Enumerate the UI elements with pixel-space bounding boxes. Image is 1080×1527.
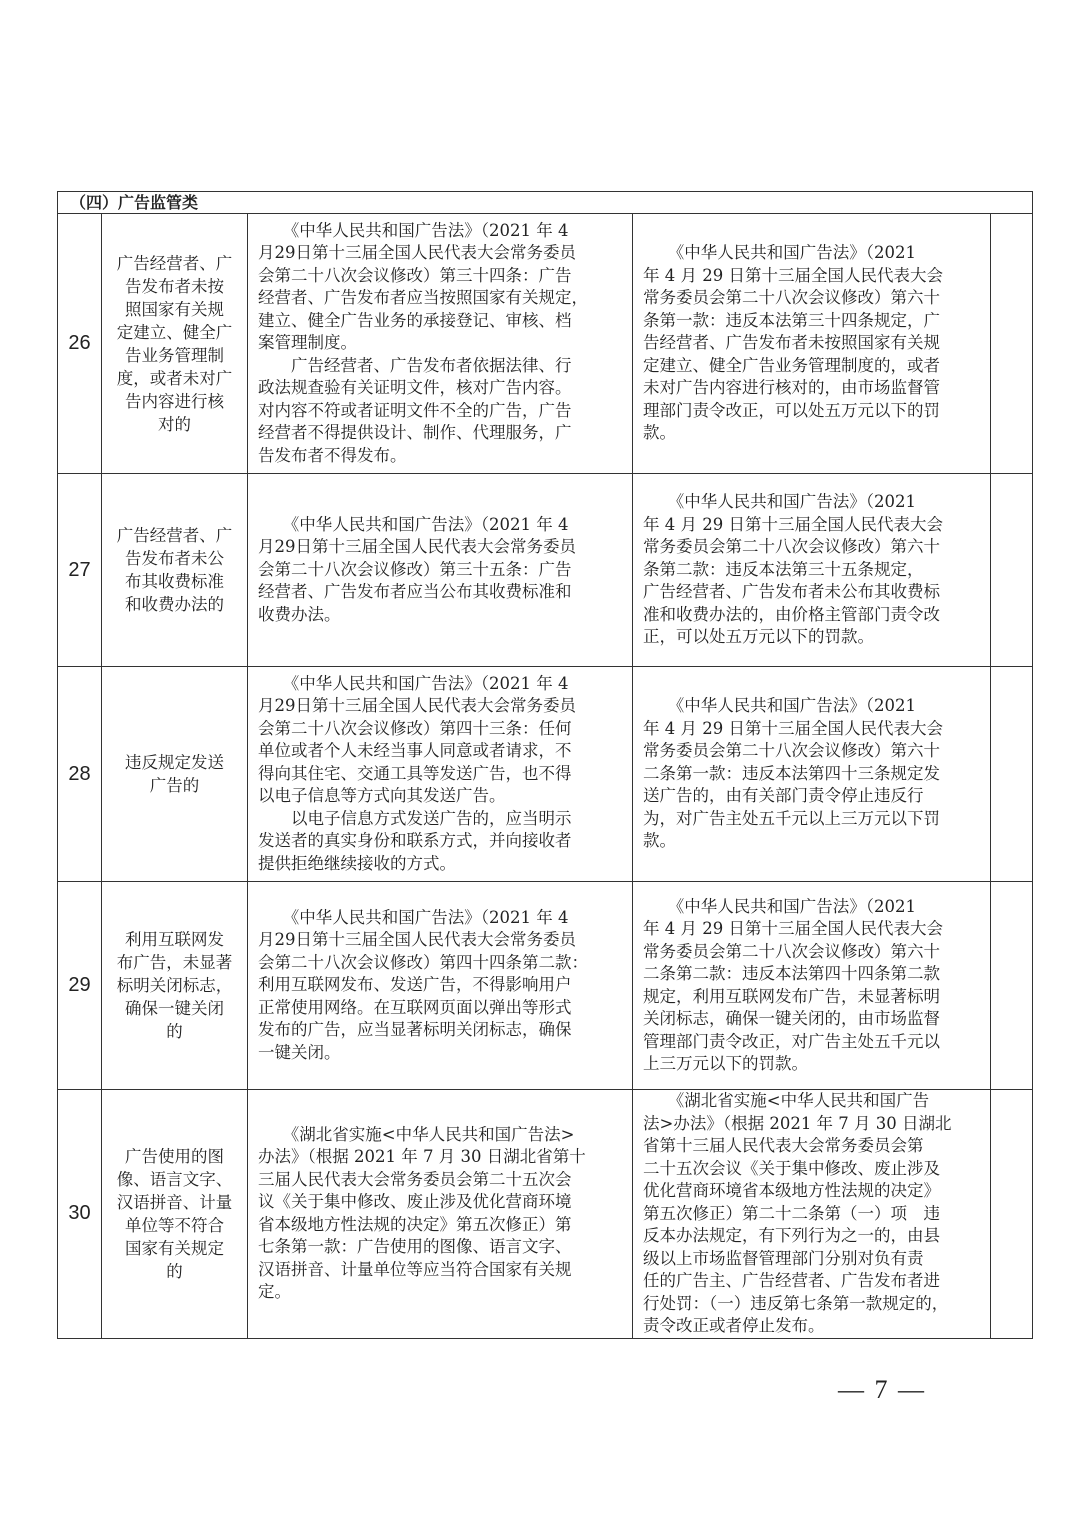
empty-cell [991, 214, 1033, 474]
row-number: 30 [58, 1090, 102, 1339]
table-row [58, 667, 1033, 882]
violation-description: 广告经营者、广 告发布者未按 照国家有关规 定建立、健全广 告业务管理制 度，或者未对广 告内容进行核 对的 [102, 214, 248, 474]
empty-cell [991, 1090, 1033, 1339]
violation-description: 利用互联网发 布广告，未显著 标明关闭标志， 确保一键关闭 的 [102, 882, 248, 1090]
table-row [58, 474, 1033, 667]
violation-description: 违反规定发送 广告的 [102, 667, 248, 882]
legal-basis: 《中华人民共和国广告法》（2021 年 4 月29日第十三届全国人民代表大会常务委员 会第二十八次会议修改）第四十四条第二款： 利用互联网发布、发送广告，不得影响用户 正常使用网络。在互联网页面以弹出等形式 发布的广告，应当显著标明关闭标志，确保 一键关闭。 [248, 882, 633, 1090]
penalty-basis: 《湖北省实施<中华人民共和国广告 法>办法》（根据 2021 年 7 月 30 日湖北 省第十三届人民代表大会常务委员会第 二十五次会议《关于集中修改、废止涉及 优化营商环境省本级地方性法规的决定》 第五次修正）第二十二条第（一）项 违 反本办法规定，有下列行为之一的，由县 级以上市场监督管理部门分别对负有责 任的广告主、广告经营者、广告发布者进 行处罚：（一）违反第七条第一款规定的， 责令改正或者停止发布。 [633, 1090, 991, 1339]
penalty-basis: 《中华人民共和国广告法》（2021 年 4 月 29 日第十三届全国人民代表大会 常务委员会第二十八次会议修改）第六十 二条第一款：违反本法第四十三条规定发 送广告的，由有关部门责令停止违反行 为，对广告主处五千元以上三万元以下罚 款。 [633, 667, 991, 882]
row-number: 26 [58, 214, 102, 474]
table-row [58, 214, 1033, 474]
table-row [58, 882, 1033, 1090]
legal-basis: 《湖北省实施<中华人民共和国广告法> 办法》（根据 2021 年 7 月 30 日湖北省第十 三届人民代表大会常务委员会第二十五次会 议《关于集中修改、废止涉及优化营商环境 省本级地方性法规的决定》第五次修正）第 七条第一款：广告使用的图像、语言文字、 汉语拼音、计量单位等应当符合国家有关规 定。 [248, 1090, 633, 1339]
legal-basis: 《中华人民共和国广告法》（2021 年 4 月29日第十三届全国人民代表大会常务委员 会第二十八次会议修改）第三十五条：广告 经营者、广告发布者应当公布其收费标准和 收费办法。 [248, 474, 633, 667]
legal-basis: 《中华人民共和国广告法》（2021 年 4 月29日第十三届全国人民代表大会常务委员 会第二十八次会议修改）第四十三条：任何 单位或者个人未经当事人同意或者请求，不 得向其住宅、交通工具等发送广告，也不得 以电子信息等方式向其发送广告。 以电子信息方式发送广告的，应当明示 发送者的真实身份和联系方式，并向接收者 提供拒绝继续接收的方式。 [248, 667, 633, 882]
violation-description: 广告使用的图 像、语言文字、 汉语拼音、计量 单位等不符合 国家有关规定 的 [102, 1090, 248, 1339]
row-number: 27 [58, 474, 102, 667]
row-number: 28 [58, 667, 102, 882]
empty-cell [991, 667, 1033, 882]
table-row [58, 1090, 1033, 1339]
penalty-basis: 《中华人民共和国广告法》（2021 年 4 月 29 日第十三届全国人民代表大会 常务委员会第二十八次会议修改）第六十 二条第二款：违反本法第四十四条第二款 规定，利用互联网发布广告，未显著标明 关闭标志，确保一键关闭的，由市场监督 管理部门责令改正，对广告主处五千元以 上三万元以下的罚款。 [633, 882, 991, 1090]
empty-cell [991, 882, 1033, 1090]
penalty-basis: 《中华人民共和国广告法》（2021 年 4 月 29 日第十三届全国人民代表大会 常务委员会第二十八次会议修改）第六十 条第二款：违反本法第三十五条规定， 广告经营者、广告发布者未公布其收费标 准和收费办法的，由价格主管部门责令改 正，可以处五万元以下的罚款。 [633, 474, 991, 667]
section-header-row [58, 192, 1033, 214]
empty-cell [991, 474, 1033, 667]
penalty-basis: 《中华人民共和国广告法》（2021 年 4 月 29 日第十三届全国人民代表大会 常务委员会第二十八次会议修改）第六十 条第一款：违反本法第三十四条规定，广 告经营者、广告发布者未按照国家有关规 定建立、健全广告业务管理制度的，或者 未对广告内容进行核对的，由市场监督管 理部门责令改正，可以处五万元以下的罚 款。 [633, 214, 991, 474]
page-number: — 7 — [838, 1375, 926, 1404]
row-number: 29 [58, 882, 102, 1090]
legal-basis: 《中华人民共和国广告法》（2021 年 4 月29日第十三届全国人民代表大会常务委员 会第二十八次会议修改）第三十四条：广告 经营者、广告发布者应当按照国家有关规定， 建立、健全广告业务的承接登记、审核、档 案管理制度。 广告经营者、广告发布者依据法律、行 政法规查验有关证明文件，核对广告内容。 对内容不符或者证明文件不全的广告，广告 经营者不得提供设计、制作、代理服务，广 告发布者不得发布。 [248, 214, 633, 474]
section-title: （四）广告监管类 [58, 192, 1033, 214]
regulation-table [57, 191, 1033, 1339]
violation-description: 广告经营者、广 告发布者未公 布其收费标准 和收费办法的 [102, 474, 248, 667]
